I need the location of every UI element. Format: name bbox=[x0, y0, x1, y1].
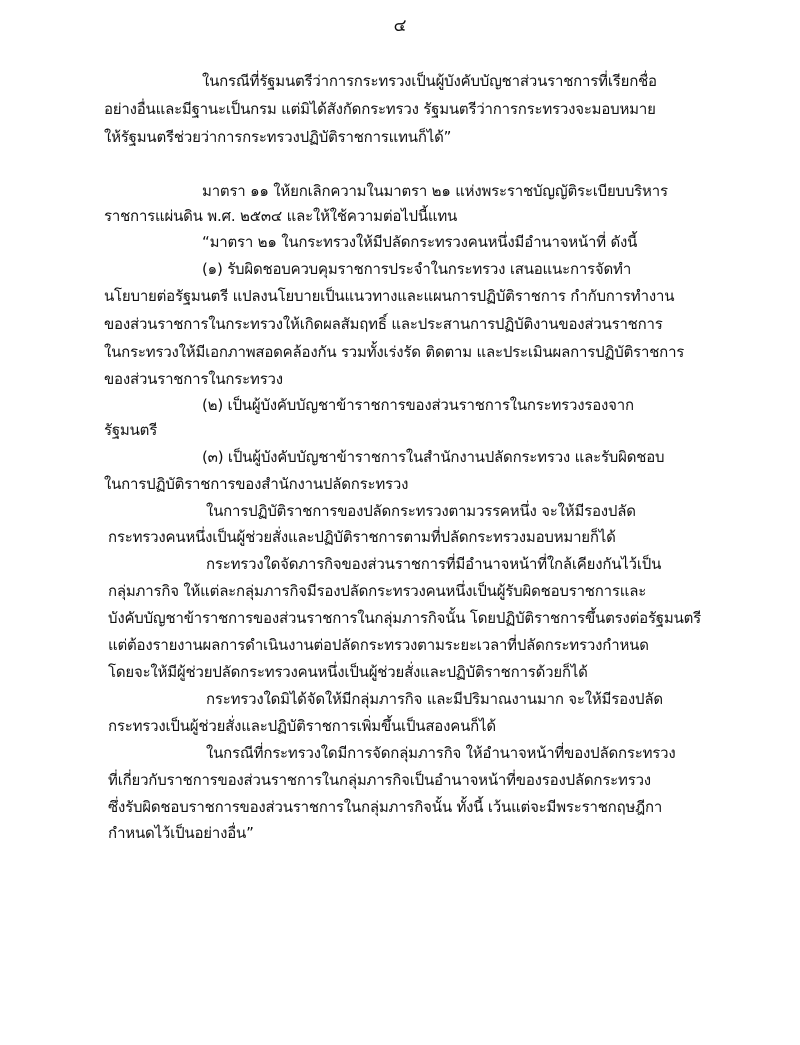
paragraph-line: (๓) เป็นผู้บังคับบัญชาข้าราชการในสำนักงานปลัดกระทรวง และรับผิดชอบ bbox=[202, 448, 665, 466]
paragraph-line: กระทรวงใดมิได้จัดให้มีกลุ่มภารกิจ และมีปริมาณงานมาก จะให้มีรองปลัด bbox=[206, 690, 663, 708]
paragraph-line: (๒) เป็นผู้บังคับบัญชาข้าราชการของส่วนราชการในกระทรวงรองจาก bbox=[202, 396, 634, 414]
paragraph-line: ในกรณีที่กระทรวงใดมีการจัดกลุ่มภารกิจ ให้อำนาจหน้าที่ของปลัดกระทรวง bbox=[206, 744, 676, 762]
paragraph-line: อย่างอื่นและมีฐานะเป็นกรม แต่มิได้สังกัดกระทรวง รัฐมนตรีว่าการกระทรวงจะมอบหมาย bbox=[104, 100, 656, 118]
page-number: ๔ bbox=[393, 16, 407, 36]
paragraph-line: กระทรวงใดจัดภารกิจของส่วนราชการที่มีอำนาจหน้าที่ใกล้เคียงกันไว้เป็น bbox=[206, 555, 662, 573]
paragraph-line: ในการปฏิบัติราชการของปลัดกระทรวงตามวรรคหนึ่ง จะให้มีรองปลัด bbox=[206, 502, 636, 520]
paragraph-line: ที่เกี่ยวกับราชการของส่วนราชการในกลุ่มภารกิจเป็นอำนาจหน้าที่ของรองปลัดกระทรวง bbox=[108, 771, 651, 789]
paragraph-line: กำหนดไว้เป็นอย่างอื่น” bbox=[108, 824, 254, 842]
paragraph-line: โดยจะให้มีผู้ช่วยปลัดกระทรวงคนหนึ่งเป็นผู้ช่วยสั่งและปฏิบัติราชการด้วยก็ได้ bbox=[108, 663, 588, 681]
paragraph-line: มาตรา ๑๑ ให้ยกเลิกความในมาตรา ๒๑ แห่งพระราชบัญญัติระเบียบบริหาร bbox=[202, 182, 668, 200]
paragraph-line: นโยบายต่อรัฐมนตรี แปลงนโยบายเป็นแนวทางและแผนการปฏิบัติราชการ กำกับการทำงาน bbox=[104, 287, 675, 305]
paragraph-line: ในการปฏิบัติราชการของสำนักงานปลัดกระทรวง bbox=[104, 475, 409, 493]
paragraph-line: กระทรวงเป็นผู้ช่วยสั่งและปฏิบัติราชการเพิ่มขึ้นเป็นสองคนก็ได้ bbox=[108, 717, 496, 735]
paragraph-line: ราชการแผ่นดิน พ.ศ. ๒๕๓๔ และให้ใช้ความต่อไปนี้แทน bbox=[104, 207, 458, 225]
paragraph-line: รัฐมนตรี bbox=[104, 421, 158, 439]
paragraph-line: บังคับบัญชาข้าราชการของส่วนราชการในกลุ่มภารกิจนั้น โดยปฏิบัติราชการขึ้นตรงต่อรัฐมนตรี bbox=[108, 609, 702, 627]
paragraph-line: ของส่วนราชการในกระทรวง bbox=[104, 370, 283, 388]
paragraph-line: “มาตรา ๒๑ ในกระทรวงให้มีปลัดกระทรวงคนหนึ่งมีอำนาจหน้าที่ ดังนี้ bbox=[202, 233, 638, 251]
paragraph-line: ในกรณีที่รัฐมนตรีว่าการกระทรวงเป็นผู้บังคับบัญชาส่วนราชการที่เรียกชื่อ bbox=[202, 72, 657, 90]
paragraph-line: กระทรวงคนหนึ่งเป็นผู้ช่วยสั่งและปฏิบัติราชการตามที่ปลัดกระทรวงมอบหมายก็ได้ bbox=[108, 528, 616, 546]
paragraph-line: กลุ่มภารกิจ ให้แต่ละกลุ่มภารกิจมีรองปลัดกระทรวงคนหนึ่งเป็นผู้รับผิดชอบราชการและ bbox=[108, 582, 647, 600]
paragraph-line: (๑) รับผิดชอบควบคุมราชการประจำในกระทรวง เสนอแนะการจัดทำ bbox=[202, 260, 632, 278]
paragraph-line: ซึ่งรับผิดชอบราชการของส่วนราชการในกลุ่มภารกิจนั้น ทั้งนี้ เว้นแต่จะมีพระราชกฤษฎีกา bbox=[108, 798, 663, 816]
paragraph-line: แต่ต้องรายงานผลการดำเนินงานต่อปลัดกระทรวงตามระยะเวลาที่ปลัดกระทรวงกำหนด bbox=[108, 636, 649, 654]
paragraph-line: ให้รัฐมนตรีช่วยว่าการกระทรวงปฏิบัติราชการแทนก็ได้” bbox=[104, 128, 452, 146]
paragraph-line: ในกระทรวงให้มีเอกภาพสอดคล้องกัน รวมทั้งเร่งรัด ติดตาม และประเมินผลการปฏิบัติราชการ bbox=[104, 343, 685, 361]
paragraph-line: ของส่วนราชการในกระทรวงให้เกิดผลสัมฤทธิ์ และประสานการปฏิบัติงานของส่วนราชการ bbox=[104, 315, 663, 333]
